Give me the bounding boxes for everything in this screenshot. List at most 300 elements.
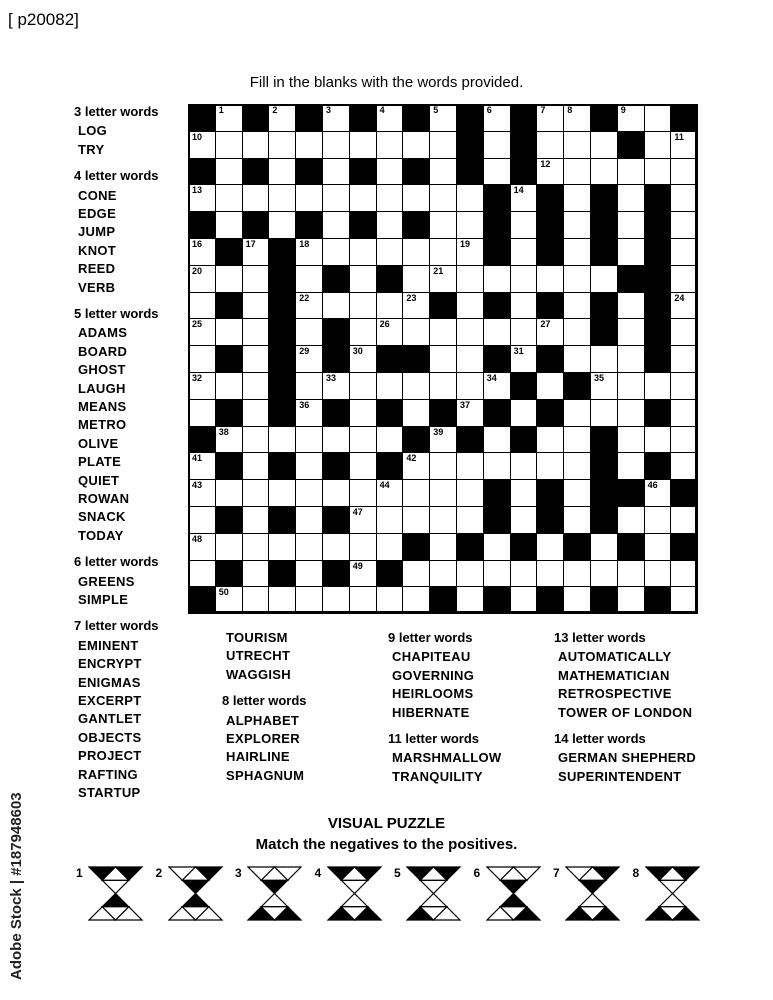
grid-cell[interactable]	[295, 345, 323, 373]
grid-cell[interactable]	[188, 560, 216, 588]
grid-cell[interactable]	[563, 426, 591, 454]
grid-cell[interactable]	[295, 560, 323, 588]
grid-cell[interactable]	[617, 372, 645, 400]
grid-cell[interactable]	[295, 452, 323, 480]
grid-cell[interactable]	[429, 238, 457, 266]
figure-triangle	[261, 880, 288, 893]
grid-cell[interactable]	[295, 533, 323, 561]
word-list-item: GOVERNING	[392, 667, 475, 683]
grid-cell[interactable]	[456, 292, 484, 320]
grid-cell[interactable]	[268, 426, 296, 454]
grid-cell[interactable]	[376, 292, 404, 320]
grid-cell[interactable]	[617, 184, 645, 212]
clue-number: 29	[299, 346, 310, 357]
grid-cell[interactable]	[456, 345, 484, 373]
grid-cell[interactable]	[242, 426, 270, 454]
grid-cell[interactable]	[670, 158, 698, 186]
word-list-item: ENCRYPT	[78, 656, 142, 672]
grid-cell[interactable]	[644, 158, 672, 186]
grid-cell[interactable]	[215, 479, 243, 507]
grid-cell[interactable]	[617, 292, 645, 320]
figure-number: 1	[76, 866, 83, 880]
grid-cell[interactable]	[617, 345, 645, 373]
grid-block	[510, 426, 538, 454]
grid-cell[interactable]	[295, 399, 323, 427]
grid-block	[590, 479, 618, 507]
grid-block	[456, 533, 484, 561]
grid-cell[interactable]	[242, 318, 270, 346]
grid-cell[interactable]	[456, 238, 484, 266]
grid-cell[interactable]	[349, 560, 377, 588]
grid-cell[interactable]	[349, 292, 377, 320]
grid-cell[interactable]	[242, 506, 270, 534]
grid-cell[interactable]	[402, 586, 430, 614]
grid-cell[interactable]	[242, 452, 270, 480]
figure-triangle	[659, 894, 686, 907]
grid-cell[interactable]	[563, 479, 591, 507]
grid-cell[interactable]	[322, 131, 350, 159]
word-list-item: TRY	[78, 141, 105, 157]
grid-cell[interactable]	[563, 586, 591, 614]
grid-cell[interactable]	[215, 211, 243, 239]
grid-cell[interactable]	[188, 265, 216, 293]
grid-cell[interactable]	[644, 560, 672, 588]
grid-cell[interactable]	[483, 131, 511, 159]
grid-cell[interactable]	[483, 560, 511, 588]
grid-cell[interactable]	[644, 506, 672, 534]
grid-cell[interactable]	[322, 292, 350, 320]
grid-cell[interactable]	[429, 479, 457, 507]
grid-cell[interactable]	[563, 318, 591, 346]
grid-cell[interactable]	[483, 372, 511, 400]
grid-cell[interactable]	[215, 158, 243, 186]
clue-number: 33	[326, 373, 337, 383]
grid-cell[interactable]	[617, 399, 645, 427]
grid-cell[interactable]	[456, 184, 484, 212]
grid-cell[interactable]	[242, 479, 270, 507]
grid-cell[interactable]	[670, 506, 698, 534]
grid-cell[interactable]	[670, 426, 698, 454]
grid-cell[interactable]	[563, 452, 591, 480]
grid-cell[interactable]	[349, 238, 377, 266]
grid-cell[interactable]	[188, 345, 216, 373]
grid-cell[interactable]	[242, 399, 270, 427]
grid-cell[interactable]	[644, 104, 672, 132]
grid-cell[interactable]	[617, 506, 645, 534]
grid-cell[interactable]	[268, 586, 296, 614]
grid-cell[interactable]	[376, 426, 404, 454]
grid-cell[interactable]	[349, 265, 377, 293]
grid-cell[interactable]	[536, 426, 564, 454]
grid-cell[interactable]	[188, 479, 216, 507]
grid-cell[interactable]	[429, 345, 457, 373]
grid-cell[interactable]	[510, 211, 538, 239]
grid-cell[interactable]	[402, 131, 430, 159]
grid-cell[interactable]	[215, 104, 243, 132]
grid-cell[interactable]	[429, 265, 457, 293]
clue-number: 18	[299, 239, 310, 249]
grid-cell[interactable]	[349, 586, 377, 614]
grid-cell[interactable]	[429, 184, 457, 212]
grid-cell[interactable]	[188, 238, 216, 266]
grid-cell[interactable]	[349, 372, 377, 400]
grid-cell[interactable]	[617, 318, 645, 346]
grid-cell[interactable]	[563, 506, 591, 534]
grid-cell[interactable]	[456, 265, 484, 293]
grid-cell[interactable]	[456, 560, 484, 588]
grid-cell[interactable]	[242, 345, 270, 373]
grid-cell[interactable]	[510, 479, 538, 507]
clue-number: 48	[192, 533, 203, 544]
grid-block	[456, 104, 484, 132]
grid-cell[interactable]	[510, 265, 538, 293]
grid-cell[interactable]	[536, 533, 564, 561]
grid-cell[interactable]	[563, 560, 591, 588]
grid-cell[interactable]	[295, 238, 323, 266]
grid-cell[interactable]	[322, 372, 350, 400]
grid-cell[interactable]	[215, 265, 243, 293]
grid-cell[interactable]	[242, 265, 270, 293]
grid-cell[interactable]	[322, 211, 350, 239]
grid-cell[interactable]	[617, 586, 645, 614]
grid-cell[interactable]	[349, 399, 377, 427]
grid-cell[interactable]	[510, 586, 538, 614]
grid-cell[interactable]	[402, 238, 430, 266]
grid-cell[interactable]	[536, 318, 564, 346]
grid-cell[interactable]	[376, 318, 404, 346]
grid-cell[interactable]	[322, 426, 350, 454]
grid-block	[590, 586, 618, 614]
grid-cell[interactable]	[322, 586, 350, 614]
grid-cell[interactable]	[483, 265, 511, 293]
grid-cell[interactable]	[456, 318, 484, 346]
grid-cell[interactable]	[349, 506, 377, 534]
grid-cell[interactable]	[483, 318, 511, 346]
word-list-item: MEANS	[78, 399, 127, 414]
grid-cell[interactable]	[349, 345, 377, 373]
grid-cell[interactable]	[590, 265, 618, 293]
clue-number: 20	[192, 265, 203, 276]
grid-cell[interactable]	[402, 399, 430, 427]
grid-cell[interactable]	[617, 158, 645, 186]
word-list-item: LAUGH	[78, 380, 126, 396]
grid-cell[interactable]	[456, 399, 484, 427]
grid-cell[interactable]	[536, 372, 564, 400]
grid-cell[interactable]	[268, 479, 296, 507]
grid-cell[interactable]	[349, 452, 377, 480]
grid-block	[188, 211, 216, 239]
grid-cell[interactable]	[483, 452, 511, 480]
grid-cell[interactable]	[402, 560, 430, 588]
grid-cell[interactable]	[563, 158, 591, 186]
grid-cell[interactable]	[510, 238, 538, 266]
grid-cell[interactable]	[644, 372, 672, 400]
grid-cell[interactable]	[188, 318, 216, 346]
clue-number: 26	[379, 319, 390, 330]
grid-cell[interactable]	[402, 265, 430, 293]
grid-cell[interactable]	[429, 560, 457, 588]
grid-cell[interactable]	[402, 452, 430, 480]
grid-cell[interactable]	[536, 104, 564, 132]
grid-cell[interactable]	[188, 184, 216, 212]
grid-cell[interactable]	[483, 158, 511, 186]
grid-block	[536, 479, 564, 507]
clue-number: 10	[192, 131, 203, 142]
grid-cell[interactable]	[510, 318, 538, 346]
word-list-item: HAIRLINE	[226, 749, 290, 765]
grid-cell[interactable]	[322, 533, 350, 561]
grid-cell[interactable]	[429, 533, 457, 561]
grid-cell[interactable]	[268, 533, 296, 561]
grid-cell[interactable]	[536, 131, 564, 159]
grid-cell[interactable]	[215, 586, 243, 614]
hourglass-figure	[168, 866, 224, 922]
grid-cell[interactable]	[215, 318, 243, 346]
grid-cell[interactable]	[349, 131, 377, 159]
grid-block	[563, 372, 591, 400]
grid-block	[188, 586, 216, 614]
clue-number: 41	[192, 453, 203, 464]
grid-cell[interactable]	[295, 479, 323, 507]
grid-cell[interactable]	[349, 479, 377, 507]
grid-cell[interactable]	[376, 372, 404, 400]
grid-cell[interactable]	[376, 533, 404, 561]
grid-block	[644, 238, 672, 266]
clue-number: 4	[379, 105, 385, 115]
grid-cell[interactable]	[188, 131, 216, 159]
grid-cell[interactable]	[456, 372, 484, 400]
figure-triangle	[261, 894, 288, 907]
grid-cell[interactable]	[295, 184, 323, 212]
grid-cell[interactable]	[376, 238, 404, 266]
grid-cell[interactable]	[242, 238, 270, 266]
grid-block	[215, 292, 243, 320]
grid-cell[interactable]	[590, 399, 618, 427]
grid-block	[402, 158, 430, 186]
grid-cell[interactable]	[215, 131, 243, 159]
grid-cell[interactable]	[295, 586, 323, 614]
grid-cell[interactable]	[402, 292, 430, 320]
grid-cell[interactable]	[670, 131, 698, 159]
grid-cell[interactable]	[376, 104, 404, 132]
grid-cell[interactable]	[670, 184, 698, 212]
grid-cell[interactable]	[456, 479, 484, 507]
grid-cell[interactable]	[483, 426, 511, 454]
grid-cell[interactable]	[510, 345, 538, 373]
grid-cell[interactable]	[670, 292, 698, 320]
grid-cell[interactable]	[429, 318, 457, 346]
grid-cell[interactable]	[402, 372, 430, 400]
grid-cell[interactable]	[295, 372, 323, 400]
grid-cell[interactable]	[590, 345, 618, 373]
grid-cell[interactable]	[349, 426, 377, 454]
grid-cell[interactable]	[376, 586, 404, 614]
grid-cell[interactable]	[188, 533, 216, 561]
grid-cell[interactable]	[188, 399, 216, 427]
grid-cell[interactable]	[429, 158, 457, 186]
grid-cell[interactable]	[644, 426, 672, 454]
grid-block	[483, 345, 511, 373]
grid-cell[interactable]	[617, 452, 645, 480]
grid-cell[interactable]	[670, 399, 698, 427]
grid-cell[interactable]	[670, 586, 698, 614]
grid-cell[interactable]	[510, 399, 538, 427]
grid-cell[interactable]	[349, 184, 377, 212]
grid-cell[interactable]	[510, 506, 538, 534]
grid-cell[interactable]	[349, 533, 377, 561]
grid-cell[interactable]	[563, 104, 591, 132]
word-list-heading: 11 letter words	[388, 731, 480, 746]
grid-cell[interactable]	[429, 372, 457, 400]
grid-cell[interactable]	[402, 506, 430, 534]
grid-cell[interactable]	[536, 265, 564, 293]
grid-cell[interactable]	[402, 479, 430, 507]
grid-cell[interactable]	[402, 184, 430, 212]
grid-block	[268, 560, 296, 588]
grid-cell[interactable]	[617, 104, 645, 132]
grid-cell[interactable]	[322, 479, 350, 507]
grid-cell[interactable]	[563, 211, 591, 239]
grid-block	[536, 345, 564, 373]
grid-cell[interactable]	[188, 372, 216, 400]
grid-cell[interactable]	[215, 426, 243, 454]
grid-cell[interactable]	[617, 211, 645, 239]
grid-cell[interactable]	[215, 184, 243, 212]
grid-cell[interactable]	[510, 292, 538, 320]
grid-cell[interactable]	[322, 238, 350, 266]
grid-cell[interactable]	[510, 184, 538, 212]
grid-cell[interactable]	[670, 560, 698, 588]
grid-cell[interactable]	[536, 560, 564, 588]
grid-cell[interactable]	[322, 184, 350, 212]
grid-cell[interactable]	[510, 452, 538, 480]
grid-cell[interactable]	[402, 318, 430, 346]
grid-cell[interactable]	[242, 372, 270, 400]
grid-cell[interactable]	[483, 533, 511, 561]
grid-cell[interactable]	[429, 211, 457, 239]
grid-cell[interactable]	[295, 292, 323, 320]
grid-cell[interactable]	[268, 131, 296, 159]
grid-cell[interactable]	[590, 533, 618, 561]
grid-cell[interactable]	[456, 506, 484, 534]
grid-block	[483, 184, 511, 212]
grid-cell[interactable]	[429, 104, 457, 132]
grid-cell[interactable]	[456, 586, 484, 614]
grid-cell[interactable]	[536, 158, 564, 186]
grid-cell[interactable]	[536, 452, 564, 480]
grid-cell[interactable]	[242, 131, 270, 159]
grid-cell[interactable]	[376, 184, 404, 212]
grid-cell[interactable]	[670, 265, 698, 293]
grid-cell[interactable]	[590, 158, 618, 186]
grid-cell[interactable]	[376, 506, 404, 534]
grid-block	[510, 158, 538, 186]
figure-triangle	[500, 880, 527, 893]
clue-number: 37	[460, 399, 471, 410]
grid-cell[interactable]	[670, 238, 698, 266]
grid-cell[interactable]	[456, 211, 484, 239]
grid-block	[429, 292, 457, 320]
grid-cell[interactable]	[268, 184, 296, 212]
grid-cell[interactable]	[295, 131, 323, 159]
grid-cell[interactable]	[590, 131, 618, 159]
grid-cell[interactable]	[242, 586, 270, 614]
grid-cell[interactable]	[563, 399, 591, 427]
grid-cell[interactable]	[429, 131, 457, 159]
grid-cell[interactable]	[670, 345, 698, 373]
grid-cell[interactable]	[563, 238, 591, 266]
grid-cell[interactable]	[349, 318, 377, 346]
grid-cell[interactable]	[215, 533, 243, 561]
grid-cell[interactable]	[644, 131, 672, 159]
grid-cell[interactable]	[215, 372, 243, 400]
grid-cell[interactable]	[242, 533, 270, 561]
grid-cell[interactable]	[483, 104, 511, 132]
grid-cell[interactable]	[376, 131, 404, 159]
word-list-item: OLIVE	[78, 435, 119, 451]
grid-cell[interactable]	[644, 533, 672, 561]
grid-cell[interactable]	[268, 211, 296, 239]
grid-cell[interactable]	[590, 372, 618, 400]
grid-block	[268, 372, 296, 400]
grid-cell[interactable]	[590, 560, 618, 588]
grid-cell[interactable]	[563, 131, 591, 159]
grid-cell[interactable]	[563, 292, 591, 320]
grid-cell[interactable]	[617, 426, 645, 454]
grid-cell[interactable]	[188, 452, 216, 480]
grid-cell[interactable]	[295, 265, 323, 293]
grid-cell[interactable]	[617, 560, 645, 588]
grid-cell[interactable]	[617, 238, 645, 266]
clue-number: 1	[218, 105, 224, 115]
grid-block	[322, 318, 350, 346]
grid-cell[interactable]	[670, 452, 698, 480]
grid-cell[interactable]	[670, 211, 698, 239]
grid-cell[interactable]	[242, 184, 270, 212]
grid-block	[322, 506, 350, 534]
grid-cell[interactable]	[563, 265, 591, 293]
grid-cell[interactable]	[376, 479, 404, 507]
grid-cell[interactable]	[268, 158, 296, 186]
grid-cell[interactable]	[188, 506, 216, 534]
grid-cell[interactable]	[376, 211, 404, 239]
grid-cell[interactable]	[563, 184, 591, 212]
grid-cell[interactable]	[429, 506, 457, 534]
grid-cell[interactable]	[670, 372, 698, 400]
grid-cell[interactable]	[242, 292, 270, 320]
grid-cell[interactable]	[242, 560, 270, 588]
grid-cell[interactable]	[429, 452, 457, 480]
grid-cell[interactable]	[322, 158, 350, 186]
grid-cell[interactable]	[295, 506, 323, 534]
grid-cell[interactable]	[268, 104, 296, 132]
grid-cell[interactable]	[510, 560, 538, 588]
figure-triangle	[420, 880, 447, 893]
grid-cell[interactable]	[563, 345, 591, 373]
grid-cell[interactable]	[295, 426, 323, 454]
word-list-item: METRO	[78, 417, 127, 433]
grid-cell[interactable]	[188, 292, 216, 320]
grid-cell[interactable]	[644, 479, 672, 507]
grid-cell[interactable]	[670, 318, 698, 346]
grid-cell[interactable]	[322, 104, 350, 132]
grid-cell[interactable]	[295, 318, 323, 346]
grid-cell[interactable]	[456, 452, 484, 480]
grid-cell[interactable]	[429, 426, 457, 454]
grid-cell[interactable]	[376, 158, 404, 186]
clue-number: 30	[352, 346, 363, 357]
grid-block	[402, 211, 430, 239]
